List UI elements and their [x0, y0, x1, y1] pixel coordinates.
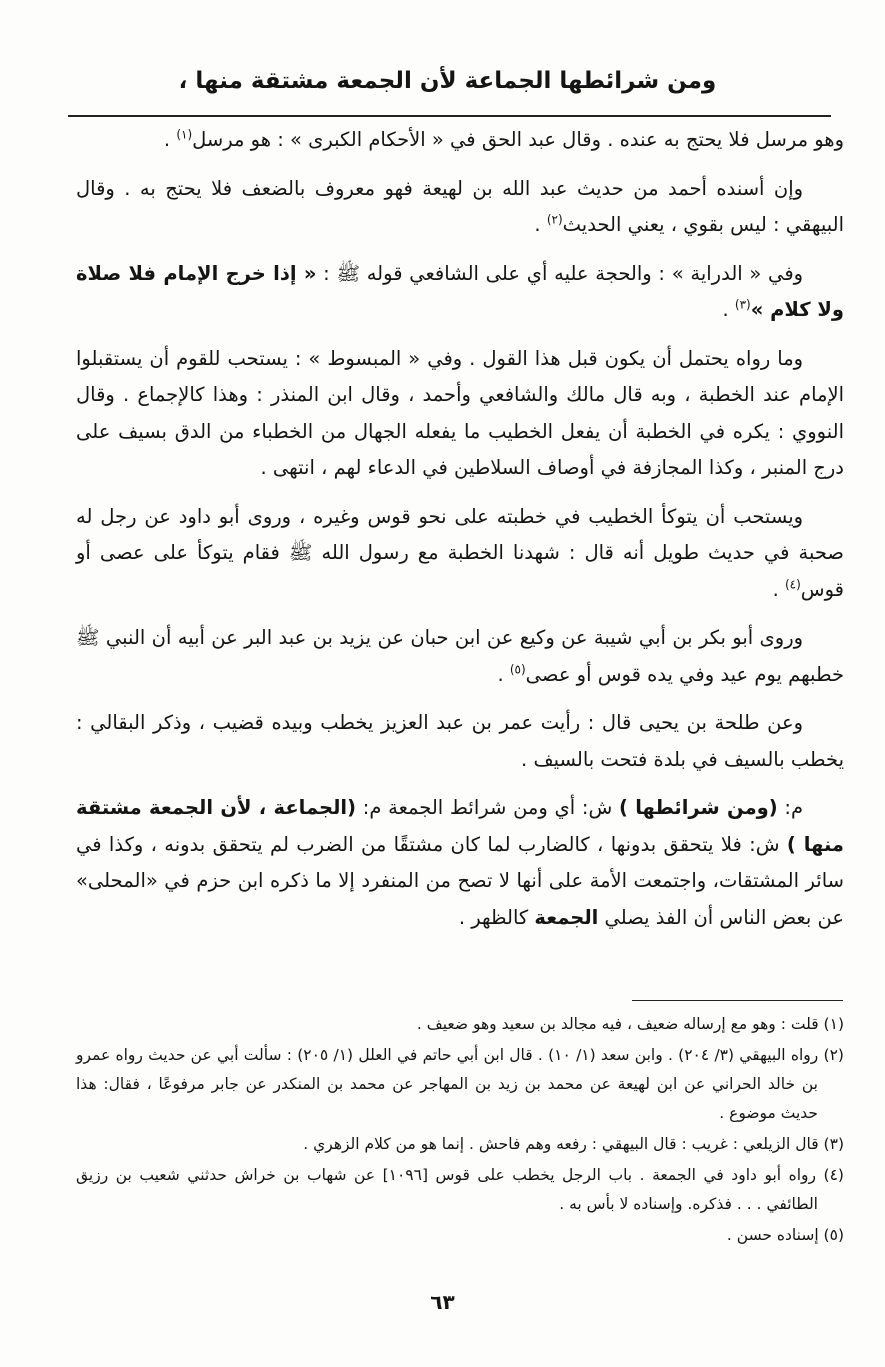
footnote-rule: [632, 1000, 843, 1001]
footnote: (٢) رواه البيهقي (٣/ ٢٠٤) . وابن سعد (١/ ١٠) . قال ابن أبي حاتم في العلل (١/ ٢٠٥) : سألت أبي عن حديث رواه عمرو بن خالد الحراني عن ابن لهيعة عن محمد بن زيد بن المهاجر عن محمد بن المنكدر عن جابر مرفوعًا ، فقال: هذا حديث موضوع .: [76, 1046, 844, 1122]
paragraph: [76, 499, 844, 609]
paragraph-text: .: [163, 128, 177, 151]
paragraph-text: وإن أسنده أحمد من حديث عبد الله بن لهيعة فهو معروف بالضعف فلا يحتج به . وقال البيهقي : ليس بقوي ، يعني الحديث: [76, 176, 844, 236]
paragraph-text: وهو مرسل فلا يحتج به عنده . وقال عبد الحق في « الأحكام الكبرى » : هو مرسل: [192, 128, 844, 151]
paragraph: [76, 256, 844, 329]
paragraph: [76, 705, 844, 778]
paragraph-text: كالظهر .: [458, 905, 535, 929]
footnote-ref[interactable]: (٤): [784, 577, 801, 591]
paragraph-text: .: [722, 298, 735, 321]
paragraph-text: وروى أبو بكر بن أبي شيبة عن وكيع عن ابن حبان عن يزيد بن عبد البر عن أبيه أن النبي ﷺ خطبهم يوم عيد وفي يده قوس أو عصى: [76, 626, 844, 686]
paragraph: [76, 171, 844, 244]
main-text: [76, 122, 844, 948]
footnote: (٤) رواه أبو داود في الجمعة . باب الرجل يخطب على قوس [١٠٩٦] عن شهاب بن خراش حدثني شعيب بن رزيق الطائفي . . . فذكره. وإسناده لا بأس به .: [76, 1166, 844, 1213]
footnote-ref[interactable]: (٣): [734, 297, 751, 312]
footnote-ref[interactable]: (٥): [509, 662, 526, 676]
footnote: (٥) إسناده حسن .: [726, 1226, 844, 1244]
paragraph-text: وما رواه يحتمل أن يكون قبل هذا القول . وفي « المبسوط » : يستحب للقوم أن يستقبلوا الإمام عند الخطبة ، وبه قال مالك والشافعي وأحمد ، وقال ابن المنذر : وهذا كالإجماع . وقال النووي : يكره في الخطبة أن يفعل الخطيب ما يفعله الجهال من الخطباء من الدق بسيف على درج المنبر ، وكذا المجازفة في أوصاف السلاطين في الدعاء لهم ، انتهى .: [76, 346, 844, 479]
paragraph: [76, 620, 844, 693]
paragraph-text: .: [772, 577, 785, 601]
paragraph: [76, 790, 844, 936]
page-number: ٦٣: [430, 1290, 455, 1314]
paragraph: [76, 341, 844, 487]
matn-quote: (ومن شرائطها ): [619, 796, 778, 819]
paragraph-text: وعن طلحة بن يحيى قال : رأيت عمر بن عبد العزيز يخطب وبيده قضيب ، وذكر البقالي : يخطب بالسيف في بلدة فتحت بالسيف .: [76, 711, 844, 771]
footnote: (٣) قال الزيلعي : غريب : قال البيهقي : رفعه وهم فاحش . إنما هو من كلام الزهري .: [303, 1135, 844, 1153]
paragraph: [76, 122, 844, 159]
paragraph-text: م:: [777, 796, 804, 819]
paragraph-text: وفي « الدراية » : والحجة عليه أي على الشافعي قوله ﷺ :: [316, 261, 804, 285]
paragraph-text: .: [497, 662, 510, 686]
paragraph-text: ويستحب أن يتوكأ الخطيب في خطبته على نحو قوس وغيره ، وروى أبو داود عن رجل له صحبة في حديث طويل أنه قال : شهدنا الخطبة مع رسول الله ﷺ فقام يتوكأ على عصى أو قوس: [76, 504, 844, 601]
footnote-ref[interactable]: (٢): [546, 212, 563, 227]
hadith-quote: « إذا خرج الإمام فلا صلاة ولا كلام »: [76, 261, 844, 321]
footnote: (١) قلت : وهو مع إرساله ضعيف ، فيه مجالد بن سعيد وهو ضعيف .: [416, 1015, 844, 1033]
matn-quote: (الجماعة ، لأن الجمعة مشتقة منها ): [76, 796, 844, 856]
paragraph-text: ش: فلا يتحقق بدونها ، كالضارب لما كان مشتقًا من الضرب لم يتحقق بدونه ، وكذا في سائر المشتقات، واجتمعت الأمة على أنها لا تصح من المنفرد إلا ما ذكره ابن حزم في «المحلى» عن بعض الناس أن الفذ يصلي: [76, 832, 844, 929]
paragraph-text: ش: أي ومن شرائط الجمعة م:: [356, 796, 619, 819]
footnote-ref[interactable]: (١): [176, 127, 193, 142]
footnotes: [76, 1010, 844, 1252]
header-rule: [68, 115, 831, 117]
paragraph-text: .: [534, 213, 547, 236]
running-head: ومن شرائطها الجماعة لأن الجمعة مشتقة منها ،: [178, 68, 717, 94]
emphasis-word: الجمعة: [534, 905, 599, 929]
